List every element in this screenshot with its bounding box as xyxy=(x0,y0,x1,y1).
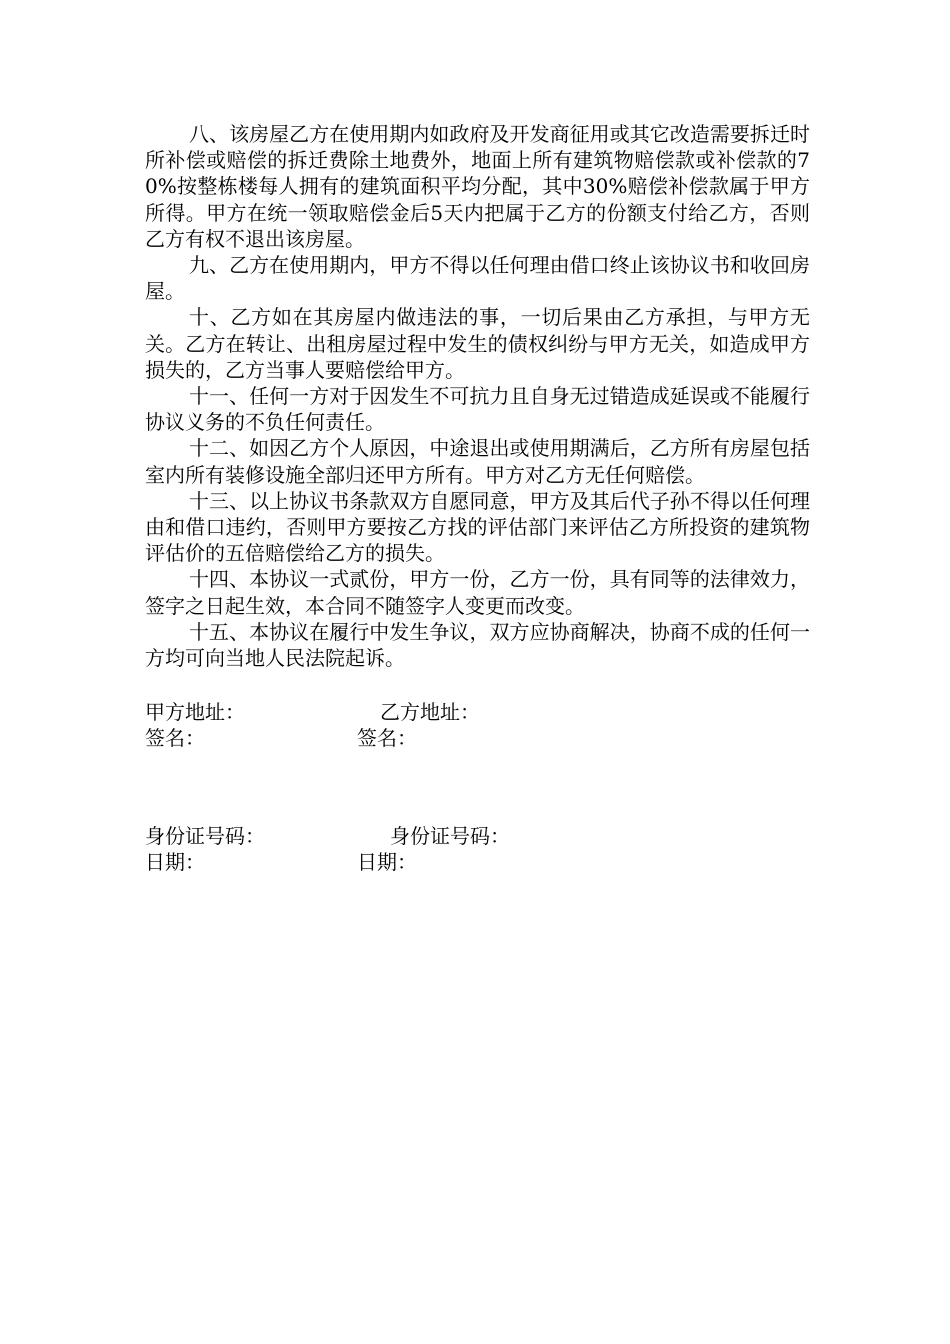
party-b-signature-label: 签名： xyxy=(357,726,417,750)
party-b-address-label: 乙方地址： xyxy=(380,700,480,724)
clause-14: 十四、本协议一式贰份，甲方一份，乙方一份，具有同等的法律效力，签字之日起生效，本合同不随签字人变更而改变。 xyxy=(145,567,810,618)
clause-12: 十二、如因乙方个人原因，中途退出或使用期满后，乙方所有房屋包括室内所有装修设施全部归还甲方所有。甲方对乙方无任何赔偿。 xyxy=(145,436,810,487)
document-page xyxy=(145,121,810,671)
party-a-address-label: 甲方地址： xyxy=(145,700,245,724)
party-b-date-label: 日期： xyxy=(357,850,417,874)
clause-11: 十一、任何一方对于因发生不可抗力且自身无过错造成延误或不能履行协议义务的不负任何责任。 xyxy=(145,384,810,435)
party-b-id-label: 身份证号码： xyxy=(390,824,510,848)
clause-9: 九、乙方在使用期内，甲方不得以任何理由借口终止该协议书和收回房屋。 xyxy=(145,253,810,304)
clause-13: 十三、以上协议书条款双方自愿同意，甲方及其后代子孙不得以任何理由和借口违约，否则甲方要按乙方找的评估部门来评估乙方所投资的建筑物评估价的五倍赔偿给乙方的损失。 xyxy=(145,488,810,566)
party-a-id-label: 身份证号码： xyxy=(145,824,265,848)
party-a-signature-label: 签名： xyxy=(145,726,205,750)
clause-10: 十、乙方如在其房屋内做违法的事，一切后果由乙方承担，与甲方无关。乙方在转让、出租房屋过程中发生的债权纠纷与甲方无关，如造成甲方损失的，乙方当事人要赔偿给甲方。 xyxy=(145,305,810,382)
party-a-date-label: 日期： xyxy=(145,850,205,874)
clause-15: 十五、本协议在履行中发生争议，双方应协商解决，协商不成的任何一方均可向当地人民法院起诉。 xyxy=(145,619,810,671)
clause-list xyxy=(145,121,810,671)
clause-8: 八、该房屋乙方在使用期内如政府及开发商征用或其它改造需要拆迁时所补偿或赔偿的拆迁费除土地费外，地面上所有建筑物赔偿款或补偿款的70%按整栋楼每人拥有的建筑面积平均分配，其中30%赔偿补偿款属于甲方所得。甲方在统一领取赔偿金后5天内把属于乙方的份额支付给乙方，否则乙方有权不退出该房屋。 xyxy=(145,122,810,251)
